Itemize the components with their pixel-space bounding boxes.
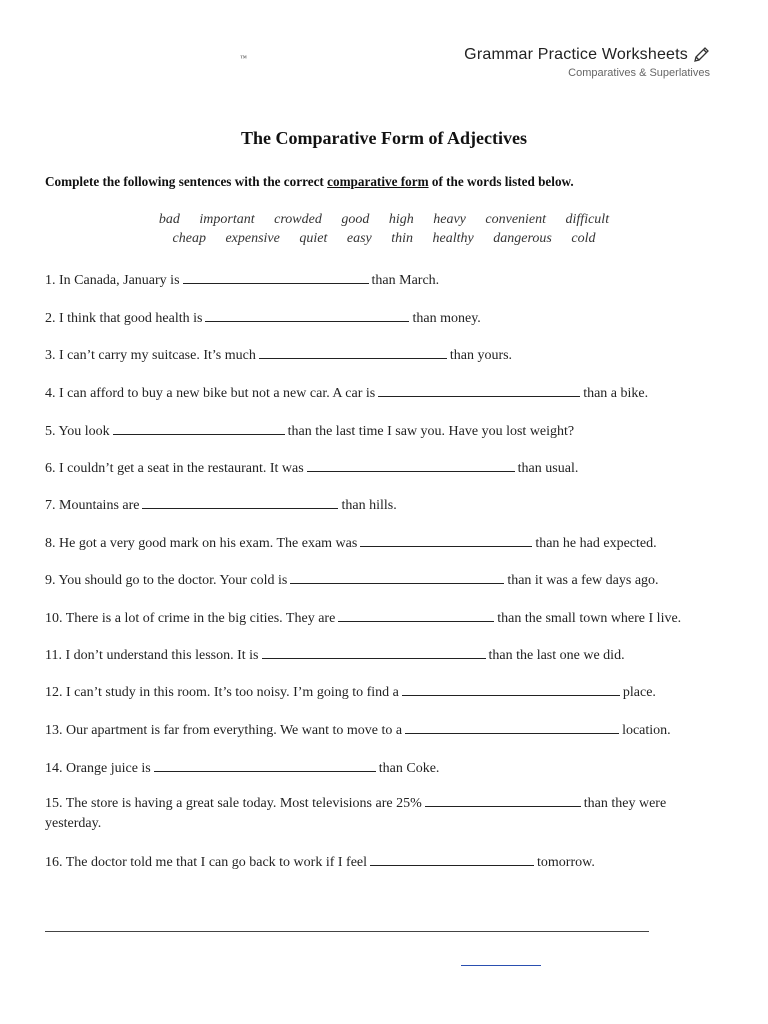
answer-blank[interactable] <box>425 794 581 807</box>
answer-blank[interactable] <box>183 271 369 284</box>
question-14: 14. Orange juice is than Coke. <box>45 761 440 776</box>
trademark-mark: ™ <box>240 54 247 62</box>
word-bank-item: thin <box>391 231 414 246</box>
answer-blank[interactable] <box>290 571 504 584</box>
word-bank-row-2 <box>0 231 768 247</box>
question-7: 7. Mountains are than hills. <box>45 498 397 513</box>
answer-blank[interactable] <box>405 721 619 734</box>
instructions-emphasis: comparative form <box>327 174 429 189</box>
word-bank-item: dangerous <box>493 231 552 246</box>
answer-blank[interactable] <box>370 853 534 866</box>
answer-blank[interactable] <box>338 609 494 622</box>
word-bank-item: crowded <box>274 212 322 227</box>
word-bank-item: easy <box>346 231 372 246</box>
brand-title-row <box>464 46 710 64</box>
answer-blank[interactable] <box>402 683 620 696</box>
word-bank-item: convenient <box>485 212 547 227</box>
word-bank-item: bad <box>158 212 180 227</box>
instructions <box>45 174 574 190</box>
brand-subtitle: Comparatives & Superlatives <box>568 67 710 79</box>
instructions-before: Complete the following sentences with the correct <box>45 174 328 189</box>
word-bank-item: difficult <box>565 212 610 227</box>
question-4: 4. I can afford to buy a new bike but not a new car. A car is than a bike. <box>45 386 649 401</box>
answer-blank[interactable] <box>360 534 532 547</box>
answer-blank[interactable] <box>378 384 580 397</box>
word-bank-item: high <box>388 212 414 227</box>
answer-blank[interactable] <box>113 422 285 435</box>
page-title: The Comparative Form of Adjectives <box>241 128 527 148</box>
question-13: 13. Our apartment is far from everything. We want to move to a location. <box>45 723 671 738</box>
question-9: 9. You should go to the doctor. Your cold is than it was a few days ago. <box>45 573 659 588</box>
footer-link[interactable] <box>461 965 541 966</box>
answer-blank[interactable] <box>142 496 338 509</box>
word-bank-item: important <box>199 212 255 227</box>
answer-blank[interactable] <box>259 346 447 359</box>
word-bank-row-1 <box>0 212 768 228</box>
question-12: 12. I can’t study in this room. It’s too noisy. I’m going to find a place. <box>45 685 656 700</box>
question-11: 11. I don’t understand this lesson. It is than the last one we did. <box>45 648 625 663</box>
answer-blank[interactable] <box>205 309 409 322</box>
word-bank-item: good <box>341 212 370 227</box>
answer-blank[interactable] <box>262 646 486 659</box>
question-10: 10. There is a lot of crime in the big cities. They are than the small town where I live. <box>45 611 682 626</box>
question-15: 15. The store is having a great sale today. Most televisions are 25% than they were yesterday. <box>45 796 667 831</box>
word-bank-item: healthy <box>432 231 474 246</box>
question-8: 8. He got a very good mark on his exam. The exam was than he had expected. <box>45 536 657 551</box>
footer-divider <box>45 931 649 932</box>
word-bank-item: heavy <box>433 212 466 227</box>
word-bank-item: quiet <box>299 231 328 246</box>
word-bank-item: cheap <box>172 231 206 246</box>
brand-header <box>464 46 710 79</box>
word-bank-item: cold <box>571 231 596 246</box>
question-2: 2. I think that good health is than money. <box>45 311 481 326</box>
instructions-after: of the words listed below. <box>428 174 574 189</box>
question-5: 5. You look than the last time I saw you. Have you lost weight? <box>45 424 575 439</box>
question-6: 6. I couldn’t get a seat in the restaurant. It was than usual. <box>45 461 579 476</box>
pencil-icon <box>692 46 710 64</box>
question-1: 1. In Canada, January is than March. <box>45 273 440 288</box>
brand-title: Grammar Practice Worksheets <box>464 46 688 63</box>
answer-blank[interactable] <box>154 759 376 772</box>
word-bank-item: expensive <box>225 231 280 246</box>
answer-blank[interactable] <box>307 459 515 472</box>
question-3: 3. I can’t carry my suitcase. It’s much than yours. <box>45 348 513 363</box>
question-16: 16. The doctor told me that I can go back to work if I feel tomorrow. <box>45 855 595 870</box>
